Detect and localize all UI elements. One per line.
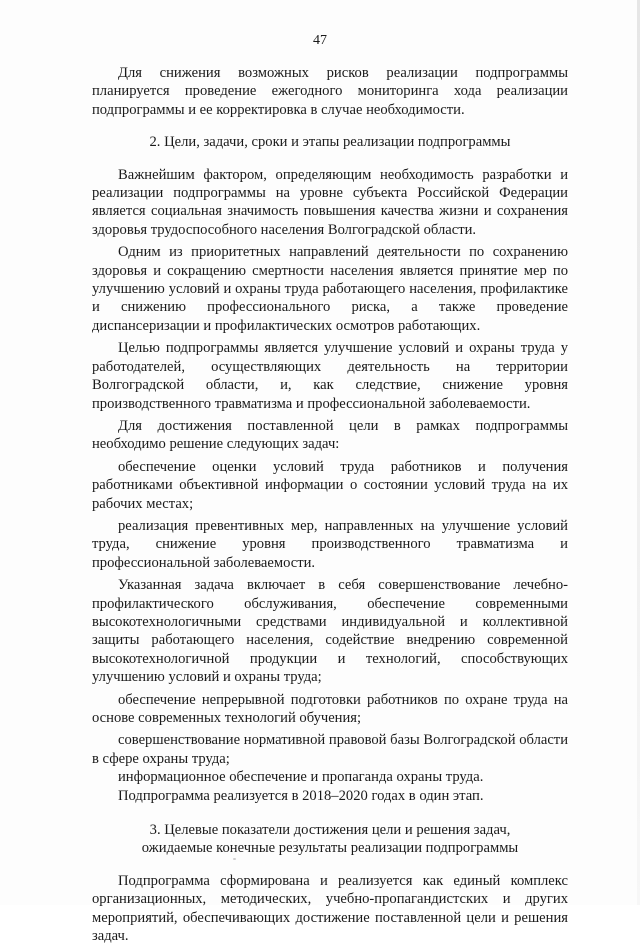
paragraph-task-preventive: реализация превентивных мер, направленных на улучшение условий труда, снижение уровня производственного травматизма и профессиональной заболеваемости. [92,517,568,571]
paragraph-tasks-intro: Для достижения поставленной цели в рамках подпрограммы необходимо решение следующих задач: [92,417,568,453]
page-number: 47 [313,33,327,48]
paragraph-key-factor: Важнейшим фактором, определяющим необходимость разработки и реализации подпрограммы на уровне субъекта Российской Федерации является социальная значимость повышения качества жизни и сохранения здоровья трудоспособного населения Волгоградской области. [92,166,568,238]
section-heading-indicators: 3. Целевые показатели достижения цели и решения задач, ожидаемые конечные результаты реализации подпрограммы [141,822,519,857]
paragraph-goal: Целью подпрограммы является улучшение условий и охраны труда у работодателей, осуществляющих деятельность на территории Волгоградской области, и, как следствие, снижение уровня производственного травматизма и профессиональной заболеваемости. [92,340,568,412]
paragraph-task-details: Указанная задача включает в себя совершенствование лечебно-профилактического обслуживания, обеспечение современными высокотехнологичными средствами индивидуальной и коллективной защиты работающего населения, содействие внедрению современной высокотехнологичной продукции и технологий, способствующих улучшению условий и охраны труда; [92,577,568,686]
paragraph-implementation-period: Подпрограмма реализуется в 2018–2020 годах в один этап. [118,787,484,804]
paragraph-task-training: обеспечение непрерывной подготовки работников по охране труда на основе современных технологий обучения; [92,691,568,726]
paragraph-task-information: информационное обеспечение и пропаганда охраны труда. [118,769,484,786]
paragraph-complex: Подпрограмма сформирована и реализуется как единый комплекс организационных, методических, учебно-пропагандистских и других мероприятий, обеспечивающих достижение поставленной цели и решения задач. [92,872,568,945]
document-body [92,64,568,945]
scan-speck [233,858,236,860]
paragraph-risk-monitoring: Для снижения возможных рисков реализации подпрограммы планируется проведение ежегодного мониторинга хода реализации подпрограммы и ее корректировка в случае необходимости. [92,65,568,118]
paragraph-task-regulation: совершенствование нормативной правовой базы Волгоградской области в сфере охраны труда; [92,732,568,767]
paragraph-task-assessment: обеспечение оценки условий труда работников и получения работниками объективной информации о состоянии условий труда на их рабочих местах; [92,458,568,512]
section-heading-goals: 2. Цели, задачи, сроки и этапы реализации подпрограммы [149,134,511,151]
paragraph-priority-direction: Одним из приоритетных направлений деятельности по сохранению здоровья и сокращению смертности населения является принятие мер по улучшению условий и охраны труда работающего населения, профилактике и снижению профессионального риска, а также проведение диспансеризации и профилактических осмотров работающих. [92,244,568,334]
